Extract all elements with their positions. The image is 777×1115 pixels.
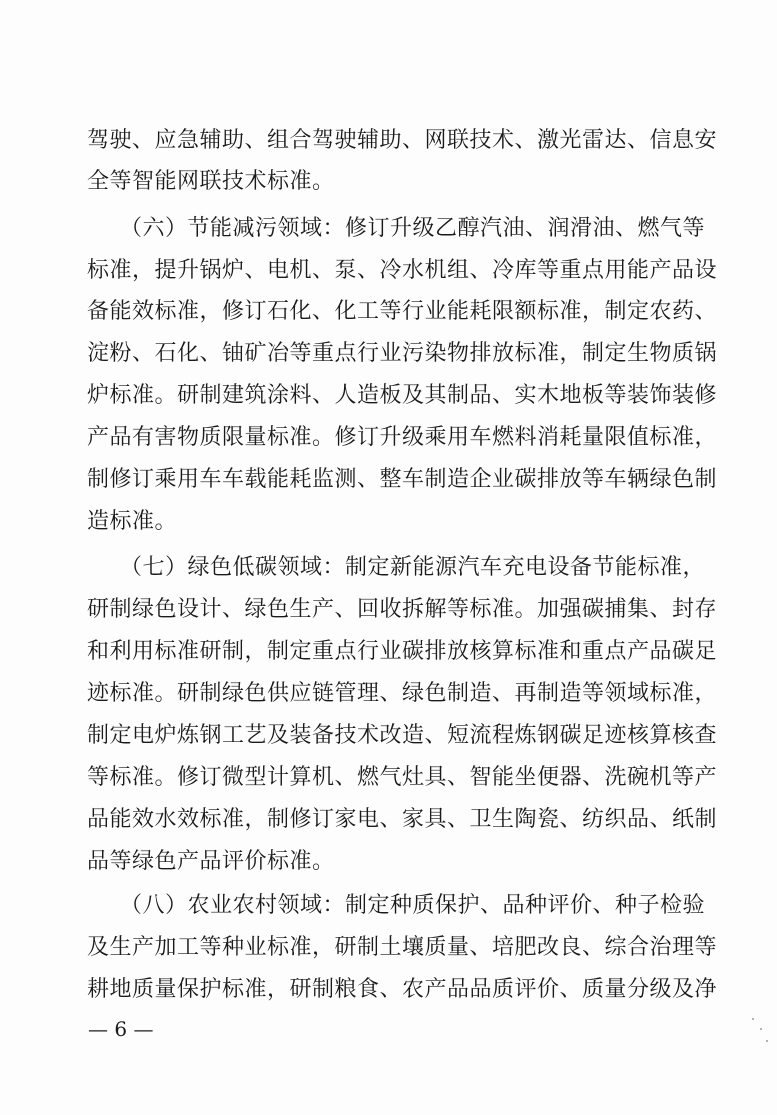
scan-speck <box>760 1028 762 1030</box>
text-line: 及生产加工等种业标准，研制土壤质量、培肥改良、综合治理等 <box>87 935 718 960</box>
text-line: 和利用标准研制，制定重点行业碳排放核算标准和重点产品碳足 <box>87 639 718 664</box>
page-number: — 6 — <box>88 1017 154 1041</box>
text-line: 淀粉、石化、铀矿冶等重点行业污染物排放标准，制定生物质锅 <box>87 341 718 366</box>
scan-speck <box>752 1018 754 1020</box>
text-line: 产品有害物质限量标准。修订升级乘用车燃料消耗量限值标准， <box>87 425 718 450</box>
text-line: 标准，提升锅炉、电机、泵、冷水机组、冷库等重点用能产品设 <box>87 258 718 283</box>
text-line: 品等绿色产品评价标准。 <box>87 849 335 874</box>
text-line: 等标准。修订微型计算机、燃气灶具、智能坐便器、洗碗机等产 <box>87 765 718 790</box>
scan-speck <box>766 1040 768 1042</box>
text-line: （七）绿色低碳领域：制定新能源汽车充电设备节能标准， <box>120 555 706 580</box>
text-line: 制修订乘用车车载能耗监测、整车制造企业碳排放等车辆绿色制 <box>87 467 718 492</box>
text-line: （八）农业农村领域：制定种质保护、品种评价、种子检验 <box>120 893 706 918</box>
text-line: 研制绿色设计、绿色生产、回收拆解等标准。加强碳捕集、封存 <box>87 597 718 622</box>
text-line: 备能效标准，修订石化、化工等行业能耗限额标准，制定农药、 <box>87 299 718 324</box>
text-line: 造标准。 <box>87 509 178 534</box>
text-line: 制定电炉炼钢工艺及装备技术改造、短流程炼钢碳足迹核算核查 <box>87 723 718 748</box>
text-line: 耕地质量保护标准，研制粮食、农产品品质评价、质量分级及净 <box>87 977 718 1002</box>
text-line: 驾驶、应急辅助、组合驾驶辅助、网联技术、激光雷达、信息安 <box>87 128 718 153</box>
text-line: 炉标准。研制建筑涂料、人造板及其制品、实木地板等装饰装修 <box>87 383 718 408</box>
text-line: 品能效水效标准，制修订家电、家具、卫生陶瓷、纺织品、纸制 <box>87 807 718 832</box>
text-line: （六）节能减污领域：修订升级乙醇汽油、润滑油、燃气等 <box>120 216 706 241</box>
text-line: 全等智能网联技术标准。 <box>87 169 335 194</box>
text-line: 迹标准。研制绿色供应链管理、绿色制造、再制造等领域标准， <box>87 681 718 706</box>
